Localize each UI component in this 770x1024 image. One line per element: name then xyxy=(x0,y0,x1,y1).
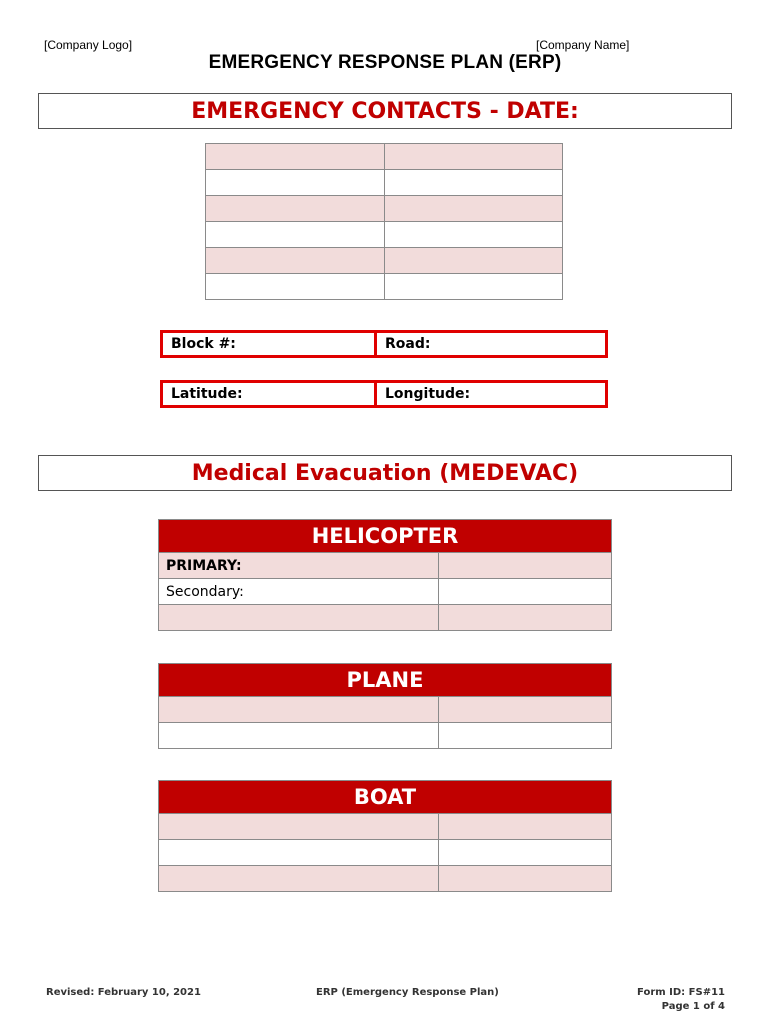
page-number: Page 1 of 4 xyxy=(661,1001,725,1012)
plane-value-cell[interactable] xyxy=(439,723,611,748)
table-row xyxy=(159,813,611,839)
boat-value-cell[interactable] xyxy=(439,840,611,865)
table-row xyxy=(159,865,611,891)
contact-number-cell[interactable] xyxy=(385,274,563,300)
table-row xyxy=(159,839,611,865)
block-road-box xyxy=(160,330,608,358)
secondary-label: Secondary: xyxy=(159,579,439,604)
contact-number-cell[interactable] xyxy=(385,196,563,222)
helicopter-table xyxy=(158,519,612,631)
plane-cell[interactable] xyxy=(159,697,439,722)
block-number-label: Block #: xyxy=(171,336,236,352)
plane-cell[interactable] xyxy=(159,723,439,748)
contact-name-cell[interactable] xyxy=(206,222,385,248)
contact-number-cell[interactable] xyxy=(385,248,563,274)
contact-name-cell[interactable] xyxy=(206,274,385,300)
contact-number-cell[interactable] xyxy=(385,170,563,196)
contact-name-cell[interactable] xyxy=(206,170,385,196)
boat-cell[interactable] xyxy=(159,840,439,865)
revised-date: Revised: February 10, 2021 xyxy=(46,987,201,998)
longitude-field[interactable] xyxy=(377,383,605,405)
table-row xyxy=(206,170,563,196)
footer-plan-name: ERP (Emergency Response Plan) xyxy=(316,987,499,998)
secondary-value-cell[interactable] xyxy=(439,579,611,604)
plane-header: PLANE xyxy=(159,664,611,696)
contact-number-cell[interactable] xyxy=(385,222,563,248)
table-row xyxy=(159,604,611,630)
longitude-label: Longitude: xyxy=(385,386,471,402)
boat-value-cell[interactable] xyxy=(439,814,611,839)
medevac-heading: Medical Evacuation (MEDEVAC) xyxy=(38,455,732,491)
plane-value-cell[interactable] xyxy=(439,697,611,722)
contact-name-cell[interactable] xyxy=(206,196,385,222)
contact-name-cell[interactable] xyxy=(206,248,385,274)
table-row xyxy=(206,274,563,300)
page-title: EMERGENCY RESPONSE PLAN (ERP) xyxy=(208,52,562,73)
table-row xyxy=(159,578,611,604)
helicopter-header: HELICOPTER xyxy=(159,520,611,552)
plane-table xyxy=(158,663,612,749)
boat-cell[interactable] xyxy=(159,866,439,891)
emergency-contacts-heading: EMERGENCY CONTACTS - DATE: xyxy=(38,93,732,129)
contact-number-cell[interactable] xyxy=(385,144,563,170)
block-number-field[interactable] xyxy=(163,333,377,355)
lat-long-box xyxy=(160,380,608,408)
company-logo-placeholder: [Company Logo] xyxy=(44,38,133,52)
company-name-placeholder: [Company Name] xyxy=(536,38,630,52)
table-row xyxy=(206,222,563,248)
primary-value-cell[interactable] xyxy=(439,553,611,578)
form-id: Form ID: FS#11 xyxy=(637,987,725,998)
boat-cell[interactable] xyxy=(159,814,439,839)
table-row xyxy=(159,552,611,578)
table-row xyxy=(206,144,563,170)
road-label: Road: xyxy=(385,336,431,352)
table-row xyxy=(159,722,611,748)
latitude-label: Latitude: xyxy=(171,386,243,402)
helicopter-extra-value-cell[interactable] xyxy=(439,605,611,630)
boat-value-cell[interactable] xyxy=(439,866,611,891)
table-row xyxy=(159,696,611,722)
table-row xyxy=(206,196,563,222)
latitude-field[interactable] xyxy=(163,383,377,405)
primary-label: PRIMARY: xyxy=(159,553,439,578)
table-row xyxy=(206,248,563,274)
contact-name-cell[interactable] xyxy=(206,144,385,170)
helicopter-extra-cell[interactable] xyxy=(159,605,439,630)
boat-table xyxy=(158,780,612,892)
road-field[interactable] xyxy=(377,333,605,355)
boat-header: BOAT xyxy=(159,781,611,813)
emergency-contacts-table xyxy=(205,143,563,300)
